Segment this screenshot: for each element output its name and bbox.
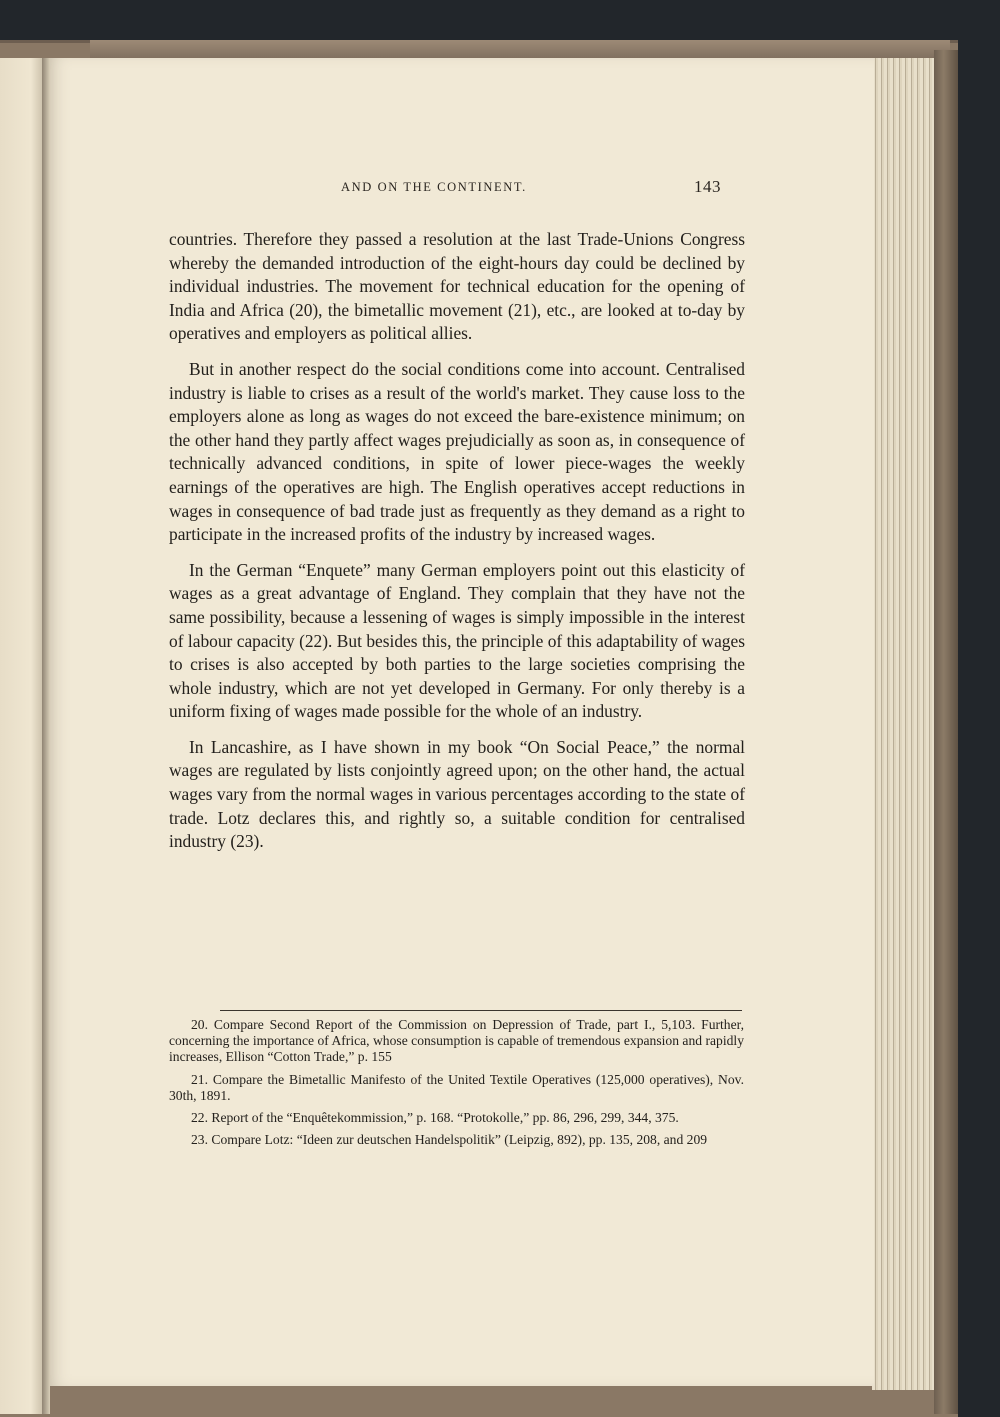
- body-text: [169, 228, 745, 866]
- paragraph: But in another respect do the social conditions come into account. Centralised industry is liable to crises as a result of the world's market. They cause loss to the employers alone as long as wages do not exceed the bare-existence minimum; on the other hand they partly affect wages prejudicially as soon as, in consequence of technically advanced conditions, in spite of lower piece-wages the weekly earnings of the operatives are high. The English operatives accept reductions in wages in consequence of bad trade just as frequently as they demand as a right to participate in the increased profits of the industry by increased wages.: [169, 358, 745, 545]
- facing-page: [0, 58, 44, 1414]
- paragraph: countries. Therefore they passed a resolution at the last Trade-Unions Congress whereby the demanded introduction of the eight-hours day could be declined by individual industries. The movement for technical education for the opening of India and Africa (20), the bimetallic movement (21), etc., are looked at to-day by operatives and employers as political allies.: [169, 229, 745, 344]
- page-stack-edges: [872, 58, 936, 1390]
- paragraph: In the German “Enquete” many German employers point out this elasticity of wages as a great advantage of England. They complain that they have not the same possibility, because a lessening of wages is simply impossible in the interest of labour capacity (22). But besides this, the principle of this adaptability of wages to crises is also accepted by both parties to the large societies comprising the whole industry, which are not yet developed in Germany. For only thereby is a uniform fixing of wages made possible for the whole of an industry.: [169, 559, 745, 722]
- footnote: 22. Report of the “Enquêtekommission,” p. 168. “Protokolle,” pp. 86, 296, 299, 344, 375.: [191, 1110, 679, 1126]
- page-number: 143: [694, 177, 721, 196]
- footnote: 20. Compare Second Report of the Commission on Depression of Trade, part I., 5,103. Further, concerning the importance of Africa, whose consumption is capable of tremendous expansion and rapidly increases, Ellison “Cotton Trade,” p. 155: [169, 1017, 744, 1065]
- page-gutter: [42, 58, 50, 1414]
- running-head-title: AND ON THE CONTINENT.: [341, 180, 527, 194]
- footnotes: [169, 1017, 744, 1154]
- running-head: [341, 178, 721, 198]
- footnote-rule: [220, 1010, 742, 1011]
- book-spine-edge: [934, 50, 958, 1414]
- footnote: 23. Compare Lotz: “Ideen zur deutschen Handelspolitik” (Leipzig, 892), pp. 135, 208, and 209: [191, 1132, 708, 1148]
- paragraph: In Lancashire, as I have shown in my book “On Social Peace,” the normal wages are regulated by lists conjointly agreed upon; on the other hand, the actual wages vary from the normal wages in various percentages according to the state of trade. Lotz declares this, and rightly so, a suitable condition for centralised industry (23).: [169, 736, 745, 852]
- footnote: 21. Compare the Bimetallic Manifesto of the United Textile Operatives (125,000 operatives), Nov. 30th, 1891.: [169, 1071, 744, 1103]
